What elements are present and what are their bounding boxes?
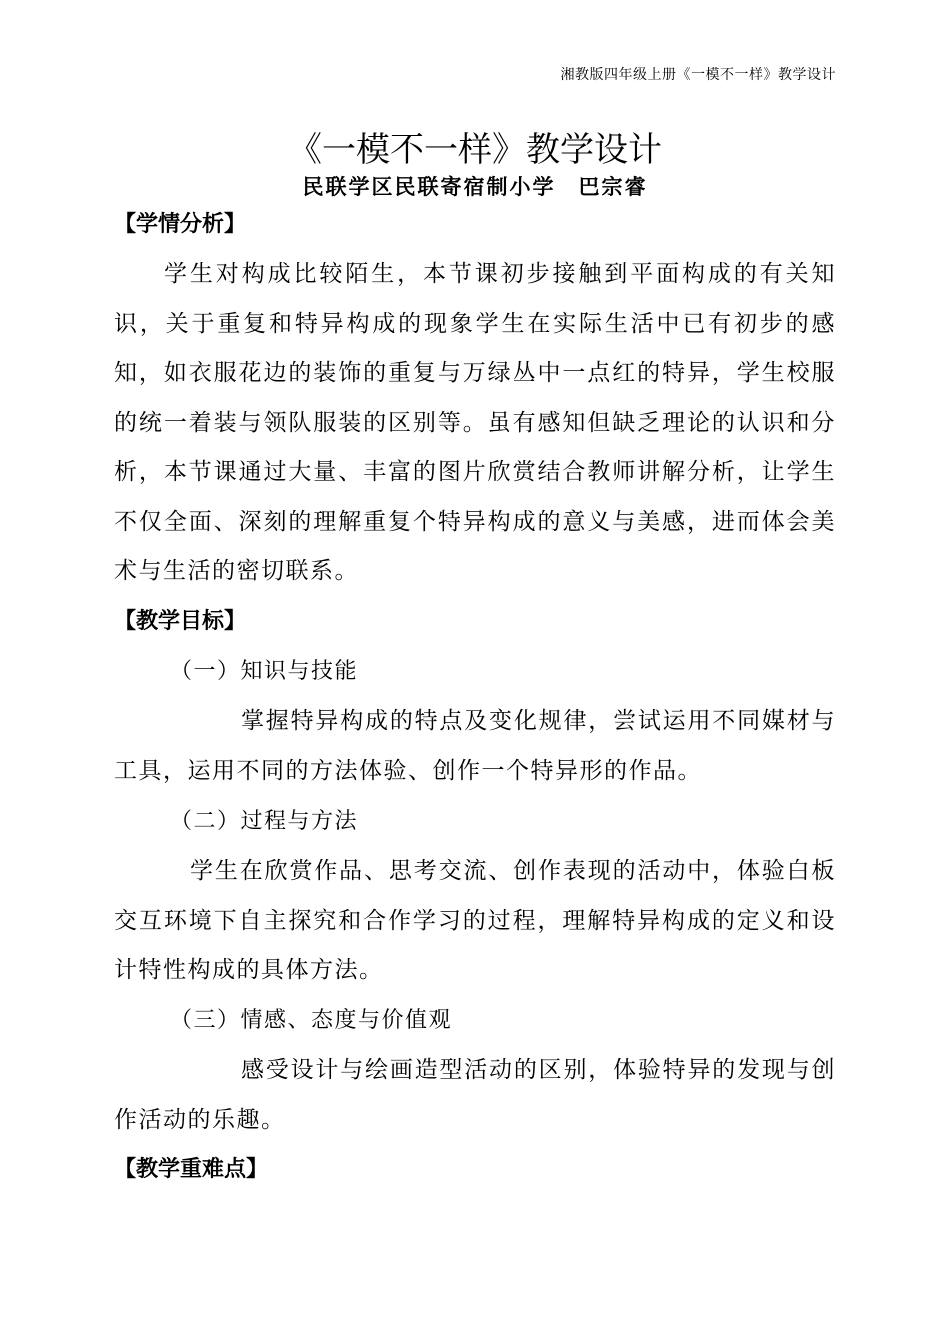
running-header: 湘教版四年级上册《一模不一样》教学设计 — [560, 67, 836, 83]
paragraph-process-method: 学生在欣赏作品、思考交流、创作表现的活动中，体验白板交互环境下自主探究和合作学习的过程，理解特异构成的定义和设计特性构成的具体方法。 — [114, 858, 836, 983]
paragraph-knowledge-skills: 掌握特异构成的特点及变化规律，尝试运用不同媒材与工具，运用不同的方法体验、创作一个特异形的作品。 — [114, 708, 836, 784]
subheading-emotion-values: （三）情感、态度与价值观 — [170, 1008, 453, 1033]
heading-key-difficult-points: 【教学重难点】 — [114, 1157, 269, 1182]
paragraph-learner-analysis: 学生对构成比较陌生，本节课初步接触到平面构成的有关知识，关于重复和特异构成的现象学生在实际生活中已有初步的感知，如衣服花边的装饰的重复与万绿丛中一点红的特异，学生校服的统一着装与领队服装的区别等。虽有感知但缺乏理论的认识和分析，本节课通过大量、丰富的图片欣赏结合教师讲解分析，让学生不仅全面、深刻的理解重复个特异构成的意义与美感，进而体会美术与生活的密切联系。 — [114, 261, 836, 584]
heading-teaching-objectives: 【教学目标】 — [114, 609, 247, 634]
paragraph-emotion-values: 感受设计与绘画造型活动的区别，体验特异的发现与创作活动的乐趣。 — [114, 1057, 836, 1133]
subheading-process-method: （二）过程与方法 — [170, 809, 359, 834]
document-title: 《一模不一样》教学设计 — [288, 130, 662, 170]
subheading-knowledge-skills: （一）知识与技能 — [170, 659, 359, 684]
author-line: 民联学区民联寄宿制小学 巴宗睿 — [302, 174, 648, 199]
heading-learner-analysis: 【学情分析】 — [114, 212, 247, 237]
